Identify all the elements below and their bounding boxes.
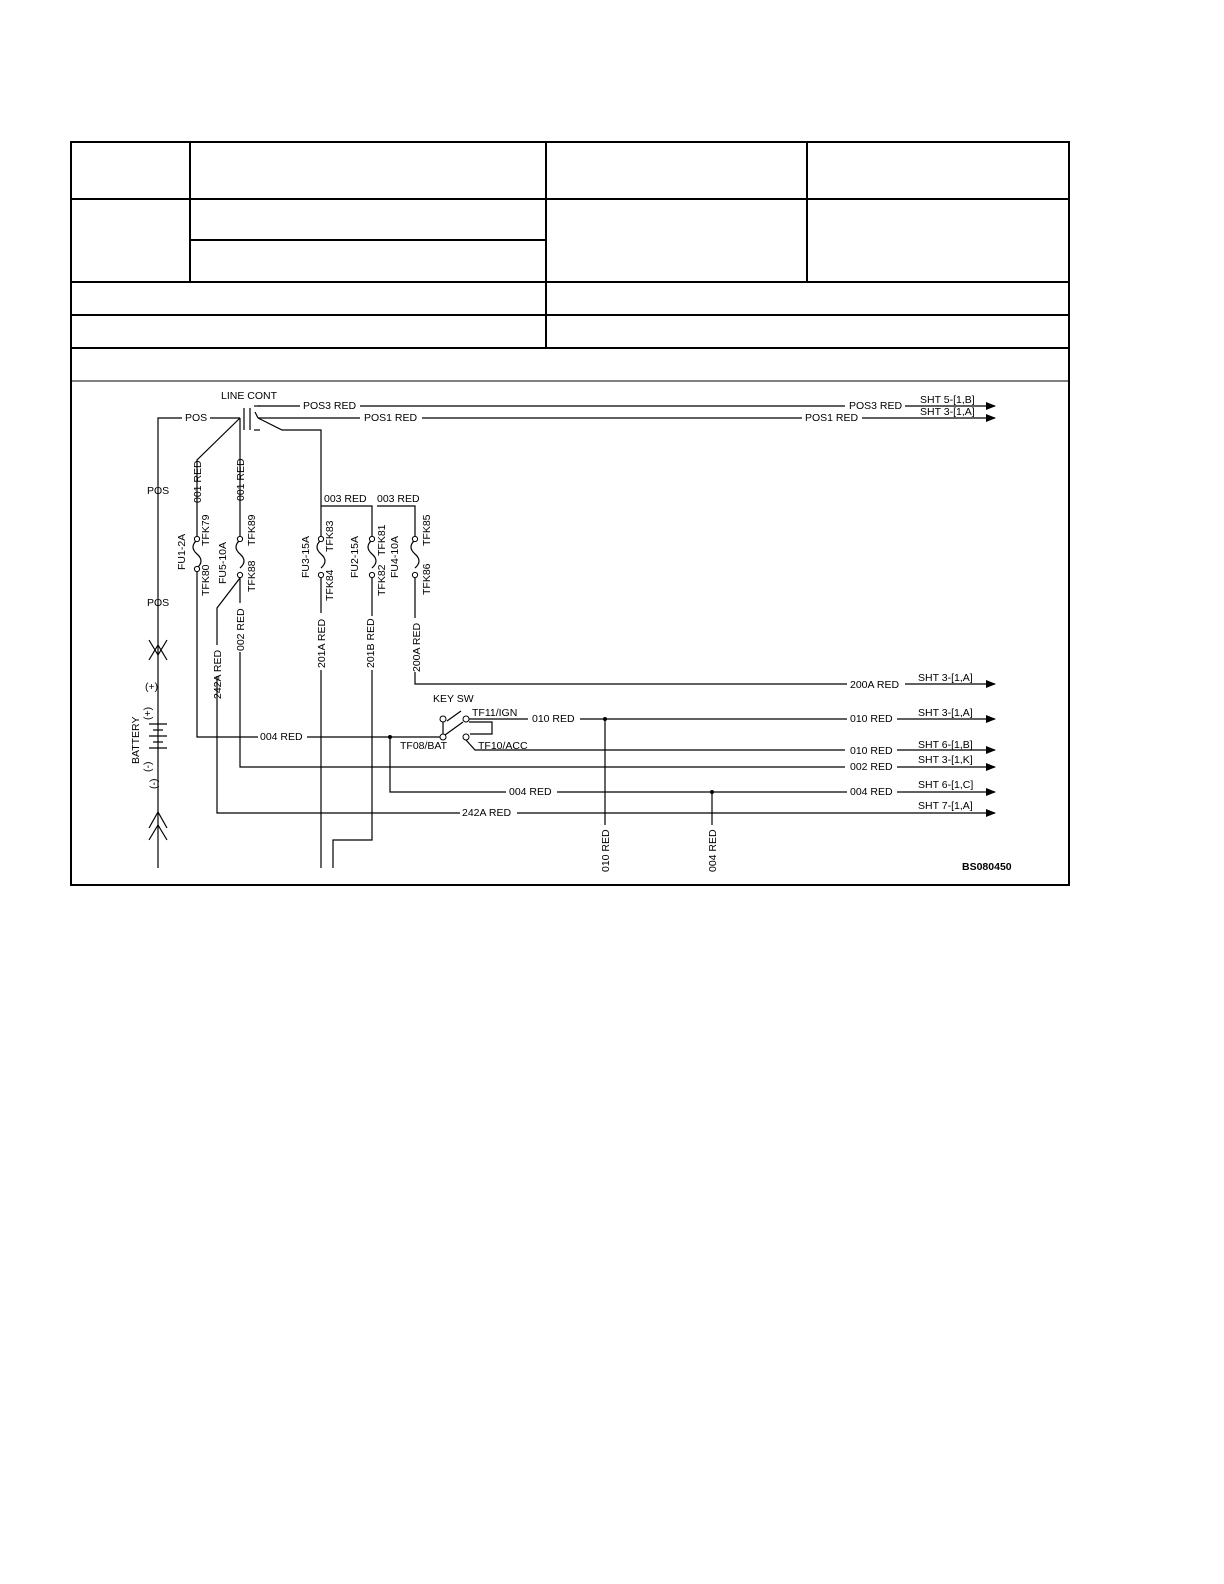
wire-001-a: 001 RED [192,460,204,503]
wire-200a-vertical: 200A RED [411,622,423,672]
sheet-ref-sht5-1b: SHT 5-[1,B] [920,394,975,406]
sheet-ref-sht7-1a: SHT 7-[1,A] [918,800,973,812]
wire-004-mid: 004 RED [509,786,552,798]
wire-003-b: 003 RED [377,493,420,505]
wire-010-right-acc: 010 RED [850,745,893,757]
wire-001-b: 001 RED [235,458,247,501]
wire-pos1-right: POS1 RED [805,412,859,424]
battery-label: BATTERY [130,716,142,764]
wire-242a-bottom: 242A RED [462,807,512,819]
fuse-fu3: FU3-15A [300,535,312,578]
terminal-tf11: TF11/IGN [472,707,518,719]
fuse-fu4: FU4-10A [389,535,401,578]
wire-pos3-right: POS3 RED [849,400,903,412]
terminal-tfk84: TFK84 [324,569,336,601]
battery-plus-b: (+) [142,706,154,720]
wire-004-right: 004 RED [850,786,893,798]
wire-242a-vertical: 242A RED [212,649,224,699]
sheet-ref-sht6-1b: SHT 6-[1,B] [918,739,973,751]
sheet-ref-sht3-1a-top: SHT 3-[1,A] [920,406,975,418]
battery-minus-b: (-) [148,778,160,789]
wire-002: 002 RED [235,608,247,651]
wire-003-a: 003 RED [324,493,367,505]
wire-pos1-left: POS1 RED [364,412,418,424]
sheet-ref-sht6-1c: SHT 6-[1,C] [918,779,974,791]
terminal-tfk89: TFK89 [246,514,258,546]
pos-label-low: POS [147,597,170,609]
sheet-ref-sht3-1a-200a: SHT 3-[1,A] [918,672,973,684]
wire-004-left: 004 RED [260,731,303,743]
terminal-tfk83: TFK83 [324,520,336,552]
wire-200a-right: 200A RED [850,679,900,691]
wire-002-right: 002 RED [850,761,893,773]
wire-010-mid: 010 RED [532,713,575,725]
drawing-id: BS080450 [962,861,1012,873]
terminal-tfk81: TFK81 [376,524,388,556]
fuse-fu1: FU1-2A [176,533,188,570]
wire-201b: 201B RED [365,618,377,668]
battery-plus-a: (+) [145,681,159,693]
wire-004-vertical: 004 RED [707,829,719,872]
sheet-ref-sht3-1k: SHT 3-[1,K] [918,754,973,766]
wire-010-vertical: 010 RED [600,829,612,872]
pos-label-mid: POS [147,485,170,497]
fuse-fu5: FU5-10A [217,541,229,584]
terminal-tfk86: TFK86 [421,563,433,595]
terminal-tfk79: TFK79 [200,514,212,546]
sheet-ref-sht3-1a-ign: SHT 3-[1,A] [918,707,973,719]
header-table [71,142,1069,885]
pos-label-top: POS [185,412,208,424]
battery-minus-a: (-) [142,761,154,772]
terminal-tfk82: TFK82 [376,564,388,596]
wire-pos3-left: POS3 RED [303,400,357,412]
wiring [149,406,995,868]
terminal-tfk80: TFK80 [200,564,212,596]
line-contactor-label: LINE CONT [221,390,278,402]
terminal-tfk88: TFK88 [246,560,258,592]
terminal-tf08: TF08/BAT [400,740,448,752]
labels [130,390,1012,873]
terminal-tfk85: TFK85 [421,514,433,546]
wire-201a: 201A RED [316,618,328,668]
wire-010-right-ign: 010 RED [850,713,893,725]
fuse-fu2: FU2-15A [349,535,361,578]
key-switch-label: KEY SW [433,693,474,705]
terminal-tf10: TF10/ACC [478,740,528,752]
key-switch [440,711,995,825]
